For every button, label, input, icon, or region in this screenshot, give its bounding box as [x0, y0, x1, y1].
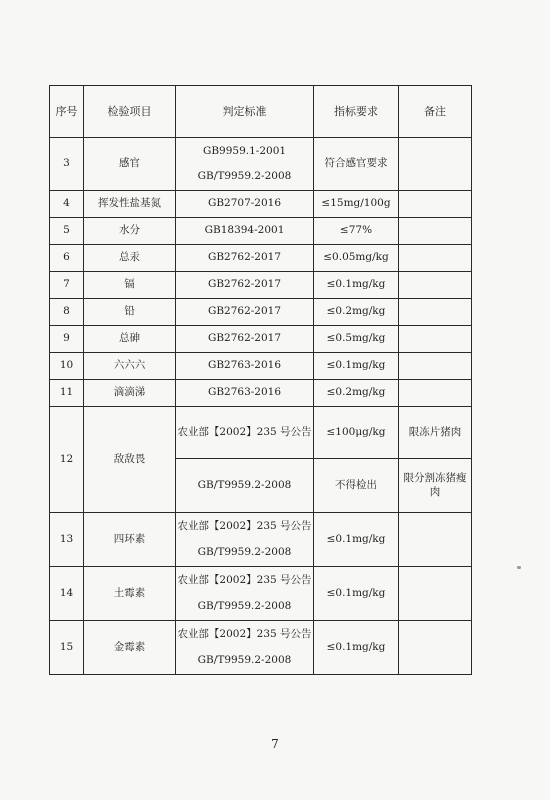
- cell-item: 水分: [84, 218, 176, 245]
- table-row: [50, 353, 472, 380]
- cell-requirement: ≤0.5mg/kg: [314, 326, 399, 353]
- cell-note: [399, 380, 472, 407]
- cell-standard: GB2762-2017: [176, 245, 314, 272]
- standard-line: GB/T9959.2-2008: [197, 653, 292, 666]
- cell-requirement: ≤0.1mg/kg: [314, 621, 399, 675]
- cell-standard: GB2762-2017: [176, 299, 314, 326]
- cell-standard: 农业部【2002】235 号公告: [176, 407, 314, 459]
- cell-requirement: ≤0.1mg/kg: [314, 567, 399, 621]
- cell-requirement: ≤0.1mg/kg: [314, 272, 399, 299]
- cell-item: 挥发性盐基氮: [84, 191, 176, 218]
- cell-item: 滴滴涕: [84, 380, 176, 407]
- cell-seq: 14: [50, 567, 84, 621]
- cell-note: [399, 299, 472, 326]
- table-row: [50, 380, 472, 407]
- cell-requirement: ≤15mg/100g: [314, 191, 399, 218]
- cell-seq: 7: [50, 272, 84, 299]
- cell-note: [399, 191, 472, 218]
- table-row: [50, 326, 472, 353]
- page-number: 7: [271, 737, 279, 751]
- cell-item: 土霉素: [84, 567, 176, 621]
- header-seq: 序号: [50, 86, 84, 138]
- cell-item: 总汞: [84, 245, 176, 272]
- cell-item: 铅: [84, 299, 176, 326]
- standard-line: GB9959.1-2001: [202, 144, 287, 157]
- standard-line: 农业部【2002】235 号公告: [177, 628, 312, 641]
- header-standard: 判定标准: [176, 86, 314, 138]
- table-row: [50, 621, 472, 675]
- cell-item: 镉: [84, 272, 176, 299]
- cell-standard: GB/T9959.2-2008: [176, 459, 314, 513]
- cell-seq: 8: [50, 299, 84, 326]
- cell-seq: 13: [50, 513, 84, 567]
- cell-standard: [176, 513, 314, 567]
- scan-speck: [517, 566, 521, 569]
- cell-requirement: ≤77%: [314, 218, 399, 245]
- cell-seq: 10: [50, 353, 84, 380]
- inspection-table: [49, 85, 472, 675]
- table-row: [50, 218, 472, 245]
- cell-seq: 6: [50, 245, 84, 272]
- cell-seq: 11: [50, 380, 84, 407]
- table-header-row: [50, 86, 472, 138]
- cell-requirement: 符合感官要求: [314, 138, 399, 191]
- header-item: 检验项目: [84, 86, 176, 138]
- cell-note: 限冻片猪肉: [399, 407, 472, 459]
- cell-standard: GB2763-2016: [176, 353, 314, 380]
- standard-line: GB/T9959.2-2008: [197, 545, 292, 558]
- cell-seq: 9: [50, 326, 84, 353]
- cell-standard: GB2763-2016: [176, 380, 314, 407]
- cell-note: [399, 567, 472, 621]
- table-row: [50, 407, 472, 459]
- cell-standard: GB2762-2017: [176, 272, 314, 299]
- cell-item: 四环素: [84, 513, 176, 567]
- cell-note: [399, 138, 472, 191]
- cell-item: 敌敌畏: [84, 407, 176, 513]
- cell-note: [399, 353, 472, 380]
- cell-standard: [176, 621, 314, 675]
- cell-standard: GB18394-2001: [176, 218, 314, 245]
- table-row: [50, 191, 472, 218]
- table-row: [50, 513, 472, 567]
- table-row: [50, 138, 472, 191]
- cell-standard: GB2707-2016: [176, 191, 314, 218]
- cell-item: 总砷: [84, 326, 176, 353]
- cell-seq: 4: [50, 191, 84, 218]
- cell-item: 六六六: [84, 353, 176, 380]
- cell-note: [399, 272, 472, 299]
- cell-seq: 12: [50, 407, 84, 513]
- cell-requirement: ≤0.05mg/kg: [314, 245, 399, 272]
- cell-requirement: ≤0.2mg/kg: [314, 380, 399, 407]
- header-note: 备注: [399, 86, 472, 138]
- cell-note: [399, 245, 472, 272]
- cell-requirement: ≤0.2mg/kg: [314, 299, 399, 326]
- table-row: [50, 272, 472, 299]
- cell-standard: [176, 138, 314, 191]
- cell-standard: [176, 567, 314, 621]
- standard-line: 农业部【2002】235 号公告: [177, 574, 312, 587]
- cell-requirement: 不得检出: [314, 459, 399, 513]
- cell-seq: 3: [50, 138, 84, 191]
- cell-seq: 15: [50, 621, 84, 675]
- standard-line: GB/T9959.2-2008: [197, 599, 292, 612]
- table-row: [50, 567, 472, 621]
- cell-note: 限分割冻猪瘦肉: [399, 459, 472, 513]
- header-requirement: 指标要求: [314, 86, 399, 138]
- cell-note: [399, 326, 472, 353]
- table-row: [50, 299, 472, 326]
- standard-line: 农业部【2002】235 号公告: [177, 520, 312, 533]
- cell-requirement: ≤0.1mg/kg: [314, 513, 399, 567]
- table-row: [50, 245, 472, 272]
- cell-item: 感官: [84, 138, 176, 191]
- cell-standard: GB2762-2017: [176, 326, 314, 353]
- standard-line: GB/T9959.2-2008: [197, 170, 292, 182]
- cell-seq: 5: [50, 218, 84, 245]
- cell-note: [399, 621, 472, 675]
- cell-item: 金霉素: [84, 621, 176, 675]
- cell-requirement: ≤100μg/kg: [314, 407, 399, 459]
- cell-note: [399, 218, 472, 245]
- cell-requirement: ≤0.1mg/kg: [314, 353, 399, 380]
- cell-note: [399, 513, 472, 567]
